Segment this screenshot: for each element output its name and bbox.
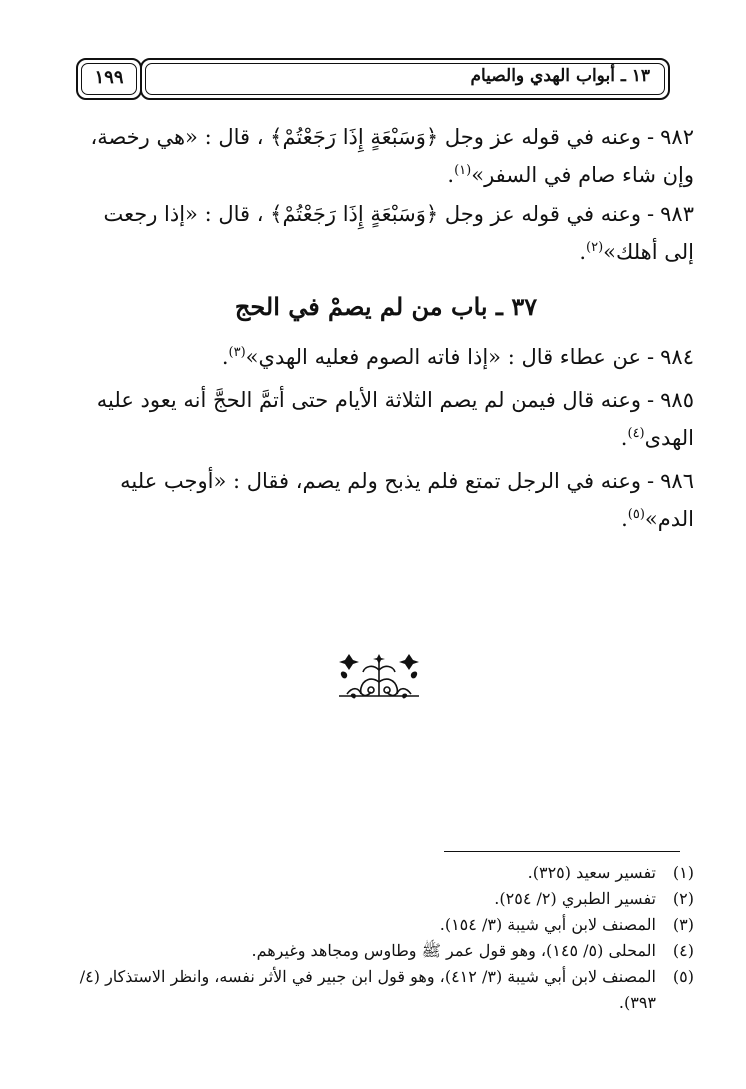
footnote-text: تفسير سعيد (٣٢٥). [527,863,656,882]
entry-end: . [621,507,628,531]
entry-text: وعنه قال فيمن لم يصم الثلاثة الأيام حتى أتمَّ الحجَّ أنه يعود عليه الهدى [96,388,694,450]
hadith-entry: ٩٨٤-عن عطاء قال : «إذا فاته الصوم فعليه الهدي»$^{(٣)}$. [221,345,694,369]
footnote-ref: (٥) [627,507,645,522]
section-heading: ٣٧ ـ باب من لم يصمْ في الحج [234,292,538,321]
hadith-entry: ٩٨٦-وعنه في الرجل تمتع فلم يذبح ولم يصم، فقال : «أوجب عليه الدم»$^{(٥)}$. [120,469,694,531]
footnote-ref: (٤) [627,426,645,441]
chapter-title: ١٣ ـ أبواب الهدي والصيام [470,66,650,86]
footnote [60,912,694,938]
footnote-number: (٣) [672,915,694,934]
page-number: ١٩٩ [94,67,124,88]
entry-text: عن عطاء قال : «إذا فاته الصوم فعليه الهدي» [245,345,642,369]
entry-end: . [447,163,455,187]
entry-end: . [579,240,587,264]
footnote-number: (٤) [672,941,694,960]
footnote-text: المحلى (٥/ ١٤٥)، وهو قول عمر ﷺ وطاوس ومجاهد وغيرهم. [251,941,656,960]
footnote [60,860,694,886]
entry-number: ٩٨٥ [660,388,694,412]
footnote [60,964,694,1016]
entry-end: . [620,426,628,450]
entry-end: . [221,345,229,369]
footnote-ref: (٢) [586,240,604,255]
footnote-text: المصنف لابن أبي شيبة (٣/ ٤١٢)، وهو قول ابن جبير في الأثر نفسه، وانظر الاستذكار (٤/ ٣٩٣). [79,967,656,1012]
entry-text: وعنه في الرجل تمتع فلم يذبح ولم يصم، فقال : «أوجب عليه الدم» [120,469,694,531]
entry-text: وعنه في قوله عز وجل ﴿وَسَبْعَةٍ إِذَا رَجَعْتُمْ﴾ ، قال : «هي رخصة، وإن شاء صام في السفر» [90,125,694,187]
footnotes [60,860,694,1016]
entry-number: ٩٨٢ [660,125,694,149]
footnote-number: (٥) [672,967,694,986]
footnote [60,938,694,964]
entry-number: ٩٨٦ [660,469,694,493]
footnote-text: تفسير الطبري (٢/ ٢٥٤). [494,889,656,908]
footnote-number: (٢) [672,889,694,908]
running-header [140,58,670,100]
floral-ornament-icon [333,652,425,702]
hadith-entry: ٩٨٥-وعنه قال فيمن لم يصم الثلاثة الأيام حتى أتمَّ الحجَّ أنه يعود عليه الهدى$^{(٤)}$. [96,388,694,450]
footnote-ref: (٣) [228,345,246,360]
footnote [60,886,694,912]
footnote-number: (١) [672,863,694,882]
entry-number: ٩٨٤ [660,345,694,369]
footnote-ref: (١) [454,163,472,178]
entry-number: ٩٨٣ [660,202,694,226]
hadith-entry: ٩٨٣-وعنه في قوله عز وجل ﴿وَسَبْعَةٍ إِذَا رَجَعْتُمْ﴾ ، قال : «إذا رجعت إلى أهلك»$^{(٢)}$. [103,202,694,264]
entry-text: وعنه في قوله عز وجل ﴿وَسَبْعَةٍ إِذَا رَجَعْتُمْ﴾ ، قال : «إذا رجعت إلى أهلك» [103,202,694,264]
footnote-separator [444,851,680,852]
hadith-entry: ٩٨٢-وعنه في قوله عز وجل ﴿وَسَبْعَةٍ إِذَا رَجَعْتُمْ﴾ ، قال : «هي رخصة، وإن شاء صام في السفر»$^{(١)}$. [90,125,694,187]
footnote-text: المصنف لابن أبي شيبة (٣/ ١٥٤). [439,915,656,934]
page-number-box [76,58,142,100]
